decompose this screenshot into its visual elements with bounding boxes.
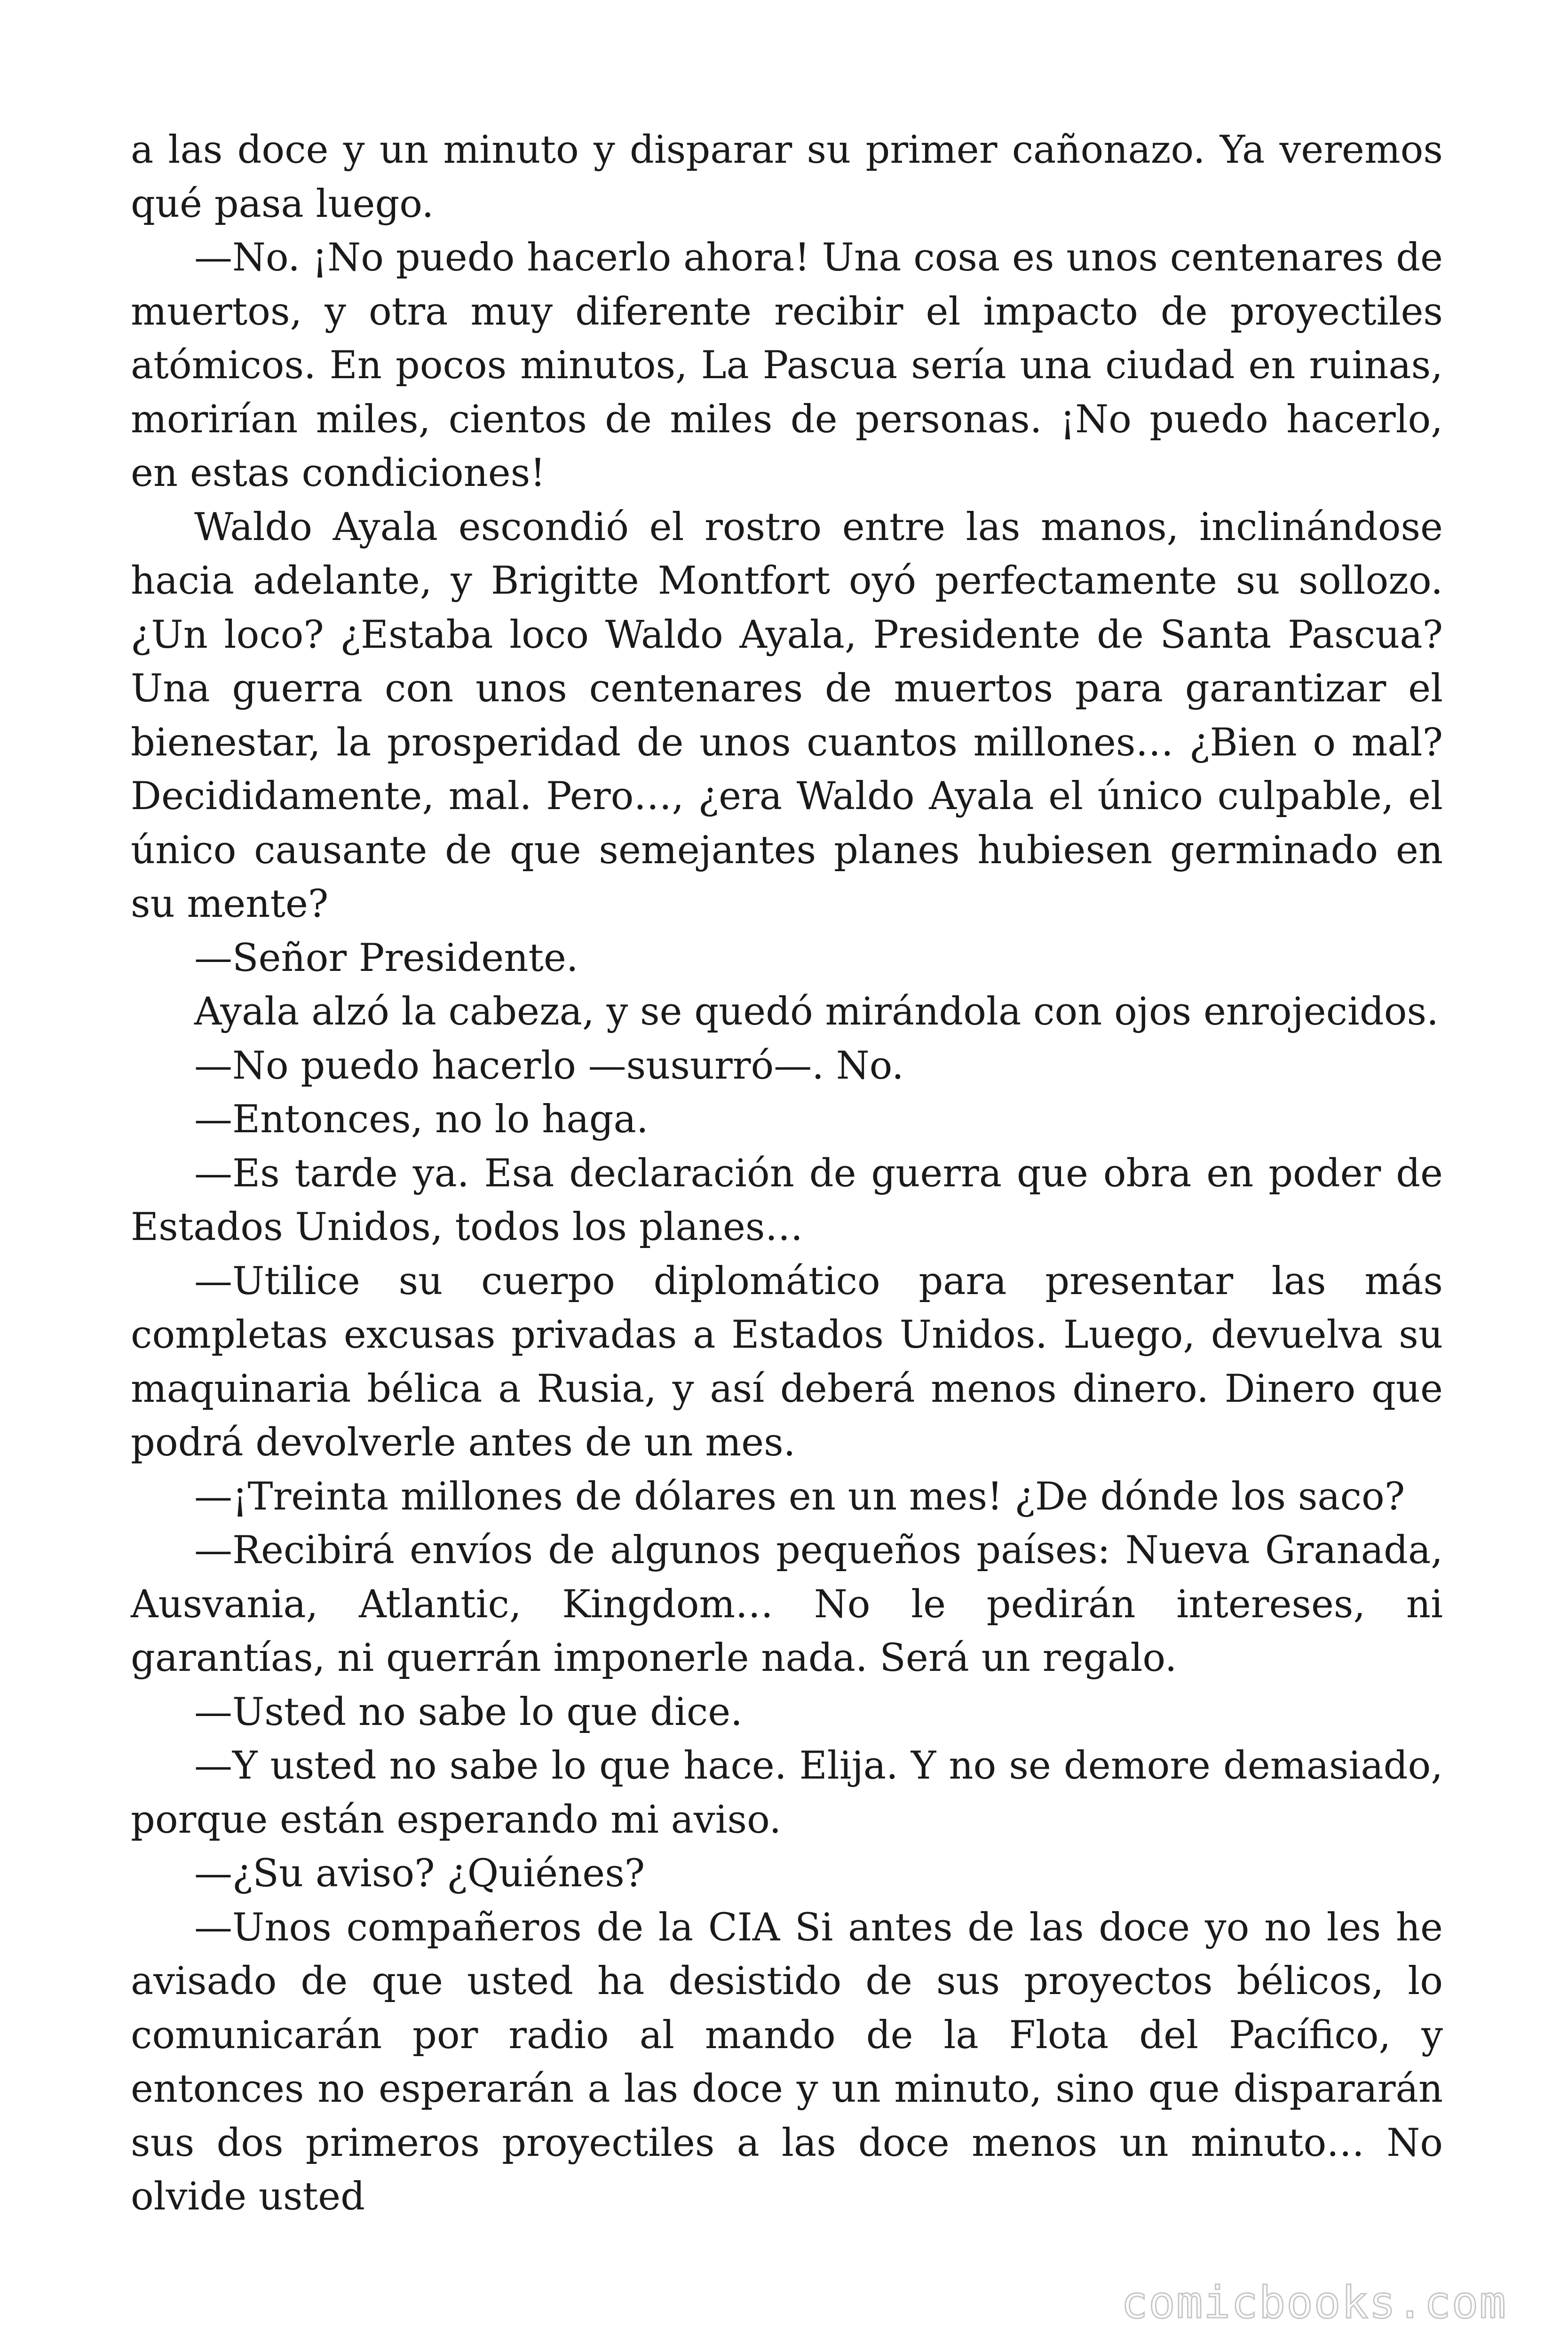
paragraph: —Señor Presidente. xyxy=(194,936,578,980)
paragraph: Waldo Ayala escondió el rostro entre las manos, inclinándose hacia adelante, y Brigitte Montfort oyó perfectamente su sollozo. ¿Un loco? ¿Estaba loco Waldo Ayala, Presidente de Santa Pascua? Una guerra con unos centenares de muertos para garantizar el bienestar, la prosperidad de unos cuantos millones… ¿Bien o mal? Decididamente, mal. Pero…, ¿era Waldo Ayala el único culpable, el único causante de que semejantes planes hubiesen germinado en su mente? xyxy=(131,505,1443,926)
paragraph: —Utilice su cuerpo diplomático para presentar las más completas excusas privadas a Estados Unidos. Luego, devuelva su maquinaria bélica a Rusia, y así deberá menos dinero. Dinero que podrá devolverle antes de un mes. xyxy=(131,1259,1443,1465)
paragraph: —¿Su aviso? ¿Quiénes? xyxy=(194,1851,645,1896)
paragraph: —Entonces, no lo haga. xyxy=(194,1097,649,1142)
paragraph: —Recibirá envíos de algunos pequeños países: Nueva Granada, Ausvania, Atlantic, Kingdom… No le pedirán intereses, ni garantías, ni querrán imponerle nada. Será un regalo. xyxy=(131,1528,1443,1680)
paragraph: Ayala alzó la cabeza, y se quedó mirándola con ojos enrojecidos. xyxy=(194,990,1439,1034)
paragraph: —Usted no sabe lo que dice. xyxy=(194,1690,743,1734)
paragraph: —Y usted no sabe lo que hace. Elija. Y no se demore demasiado, porque están esperando mi aviso. xyxy=(131,1744,1443,1842)
paragraph: —No puedo hacerlo —susurró—. No. xyxy=(194,1043,904,1088)
paragraph: —Es tarde ya. Esa declaración de guerra que obra en poder de Estados Unidos, todos los planes… xyxy=(131,1151,1443,1249)
page-text-block xyxy=(131,123,1443,2224)
paragraph: —No. ¡No puedo hacerlo ahora! Una cosa es unos centenares de muertos, y otra muy diferente recibir el impacto de proyectiles atómicos. En pocos minutos, La Pascua sería una ciudad en ruinas, morirían miles, cientos de miles de personas. ¡No puedo hacerlo, en estas condiciones! xyxy=(131,236,1443,495)
paragraph: —Unos compañeros de la CIA Si antes de las doce yo no les he avisado de que usted ha desistido de sus proyectos bélicos, lo comunicarán por radio al mando de la Flota del Pacífico, y entonces no esperarán a las doce y un minuto, sino que dispararán sus dos primeros proyectiles a las doce menos un minuto… No olvide usted xyxy=(131,1905,1443,2219)
paragraph: a las doce y un minuto y disparar su primer cañonazo. Ya veremos qué pasa luego. xyxy=(131,128,1443,226)
watermark: comicbooks.com xyxy=(1121,2277,1507,2328)
paragraph: —¡Treinta millones de dólares en un mes! ¿De dónde los saco? xyxy=(194,1474,1405,1519)
